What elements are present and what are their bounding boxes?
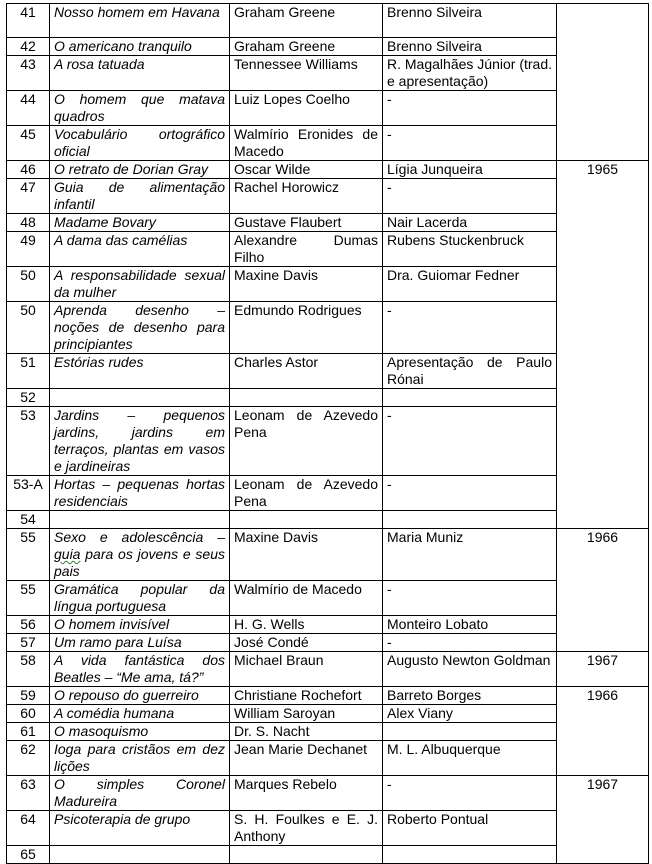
book-translator: Nair Lacerda [383,214,557,232]
book-author: Jean Marie Dechanet [230,741,383,776]
row-number: 55 [7,529,50,581]
book-author: Christiane Rochefort [230,687,383,705]
row-number: 47 [7,179,50,214]
book-author: Graham Greene [230,38,383,56]
book-title: Gramática popular da língua portuguesa [50,581,230,616]
book-translator: - [383,476,557,511]
book-title: Nosso homem em Havana [50,4,230,38]
book-author: Graham Greene [230,4,383,38]
row-number: 59 [7,687,50,705]
book-translator: Roberto Pontual [383,811,557,846]
table-row [7,616,649,634]
book-author [230,511,383,529]
book-translator: Brenno Silveira [383,4,557,38]
catalog-table-body [7,4,649,864]
table-row [7,56,649,91]
table-row [7,302,649,354]
table-row [7,354,649,389]
book-title: Psicoterapia de grupo [50,811,230,846]
table-row [7,811,649,846]
book-author: Gustave Flaubert [230,214,383,232]
book-author: Oscar Wilde [230,161,383,179]
publication-year: 1967 [557,652,649,687]
table-row [7,179,649,214]
book-title: Estórias rudes [50,354,230,389]
book-author: Luiz Lopes Coelho [230,91,383,126]
row-number: 48 [7,214,50,232]
table-row [7,232,649,267]
table-row [7,511,649,529]
book-title: A vida fantástica dos Beatles – “Me ama, tá?” [50,652,230,687]
book-author: Marques Rebelo [230,776,383,811]
book-title: Jardins – pequenos jardins, jardins em terraços, plantas em vasos e jardineiras [50,407,230,476]
book-translator: - [383,407,557,476]
table-row [7,389,649,407]
table-row [7,529,649,581]
book-translator: Alex Viany [383,705,557,723]
row-number: 42 [7,38,50,56]
book-translator [383,723,557,741]
book-title: Sexo e adolescência – guia para os jovens e seus pais [50,529,230,581]
book-title: O repouso do guerreiro [50,687,230,705]
book-translator: - [383,302,557,354]
row-number: 57 [7,634,50,652]
publication-year: 1965 [557,161,649,529]
book-author: Dr. S. Nacht [230,723,383,741]
book-author: Rachel Horowicz [230,179,383,214]
book-title: Madame Bovary [50,214,230,232]
table-row [7,91,649,126]
book-author: Edmundo Rodrigues [230,302,383,354]
book-author: José Condé [230,634,383,652]
row-number: 54 [7,511,50,529]
book-title: Um ramo para Luísa [50,634,230,652]
row-number: 45 [7,126,50,161]
row-number: 60 [7,705,50,723]
table-row [7,723,649,741]
table-row [7,267,649,302]
row-number: 41 [7,4,50,38]
book-title: O americano tranquilo [50,38,230,56]
table-row [7,407,649,476]
book-translator: - [383,179,557,214]
row-number: 61 [7,723,50,741]
book-translator: M. L. Albuquerque [383,741,557,776]
table-row [7,705,649,723]
row-number: 64 [7,811,50,846]
book-translator: Augusto Newton Goldman [383,652,557,687]
book-title: Aprenda desenho – noções de desenho para principiantes [50,302,230,354]
book-author [230,846,383,864]
book-translator [383,511,557,529]
book-author [230,389,383,407]
book-title: Guia de alimentação infantil [50,179,230,214]
publication-year: 1966 [557,687,649,776]
book-title [50,846,230,864]
table-row [7,776,649,811]
book-author: H. G. Wells [230,616,383,634]
table-row [7,741,649,776]
book-title: A rosa tatuada [50,56,230,91]
catalog-table [6,3,649,864]
book-translator [383,389,557,407]
book-author: Charles Astor [230,354,383,389]
row-number: 63 [7,776,50,811]
row-number: 43 [7,56,50,91]
table-row [7,38,649,56]
row-number: 53 [7,407,50,476]
book-title: A responsabilidade sexual da mulher [50,267,230,302]
book-title: A comédia humana [50,705,230,723]
book-author: Michael Braun [230,652,383,687]
table-row [7,4,649,38]
book-translator [383,846,557,864]
book-title: O masoquismo [50,723,230,741]
table-row [7,652,649,687]
book-translator: - [383,776,557,811]
row-number: 50 [7,267,50,302]
row-number: 46 [7,161,50,179]
book-author: S. H. Foulkes e E. J. Anthony [230,811,383,846]
book-author: Walmírio de Macedo [230,581,383,616]
row-number: 52 [7,389,50,407]
book-translator: Lígia Junqueira [383,161,557,179]
book-author: Maxine Davis [230,529,383,581]
book-translator: Dra. Guiomar Fedner [383,267,557,302]
table-row [7,634,649,652]
book-translator: - [383,91,557,126]
row-number: 58 [7,652,50,687]
book-author: Walmírio Eronides de Macedo [230,126,383,161]
book-author: Leonam de Azevedo Pena [230,476,383,511]
book-title [50,389,230,407]
table-row [7,687,649,705]
book-translator: - [383,126,557,161]
row-number: 65 [7,846,50,864]
row-number: 56 [7,616,50,634]
table-row [7,214,649,232]
row-number: 50 [7,302,50,354]
book-translator: R. Magalhães Júnior (trad. e apresentação) [383,56,557,91]
book-title: O homem invisível [50,616,230,634]
book-title: Hortas – pequenas hortas residenciais [50,476,230,511]
row-number: 49 [7,232,50,267]
row-number: 55 [7,581,50,616]
book-title: O simples Coronel Madureira [50,776,230,811]
book-translator: Monteiro Lobato [383,616,557,634]
book-translator: Rubens Stuckenbruck [383,232,557,267]
table-row [7,161,649,179]
row-number: 62 [7,741,50,776]
publication-year: 1966 [557,529,649,652]
row-number: 44 [7,91,50,126]
table-row [7,476,649,511]
row-number: 53-A [7,476,50,511]
table-row [7,581,649,616]
book-translator: - [383,634,557,652]
publication-year: 1967 [557,776,649,864]
book-translator: Maria Muniz [383,529,557,581]
book-author: William Saroyan [230,705,383,723]
book-author: Tennessee Williams [230,56,383,91]
book-author: Alexandre Dumas Filho [230,232,383,267]
book-title: O homem que matava quadros [50,91,230,126]
book-translator: Brenno Silveira [383,38,557,56]
book-title: Ioga para cristãos em dez lições [50,741,230,776]
book-title: Vocabulário ortográfico oficial [50,126,230,161]
book-author: Maxine Davis [230,267,383,302]
book-author: Leonam de Azevedo Pena [230,407,383,476]
book-title: O retrato de Dorian Gray [50,161,230,179]
book-translator: - [383,581,557,616]
book-title: A dama das camélias [50,232,230,267]
book-title [50,511,230,529]
publication-year [557,4,649,161]
book-translator: Barreto Borges [383,687,557,705]
table-row [7,846,649,864]
table-row [7,126,649,161]
row-number: 51 [7,354,50,389]
book-translator: Apresentação de Paulo Rónai [383,354,557,389]
